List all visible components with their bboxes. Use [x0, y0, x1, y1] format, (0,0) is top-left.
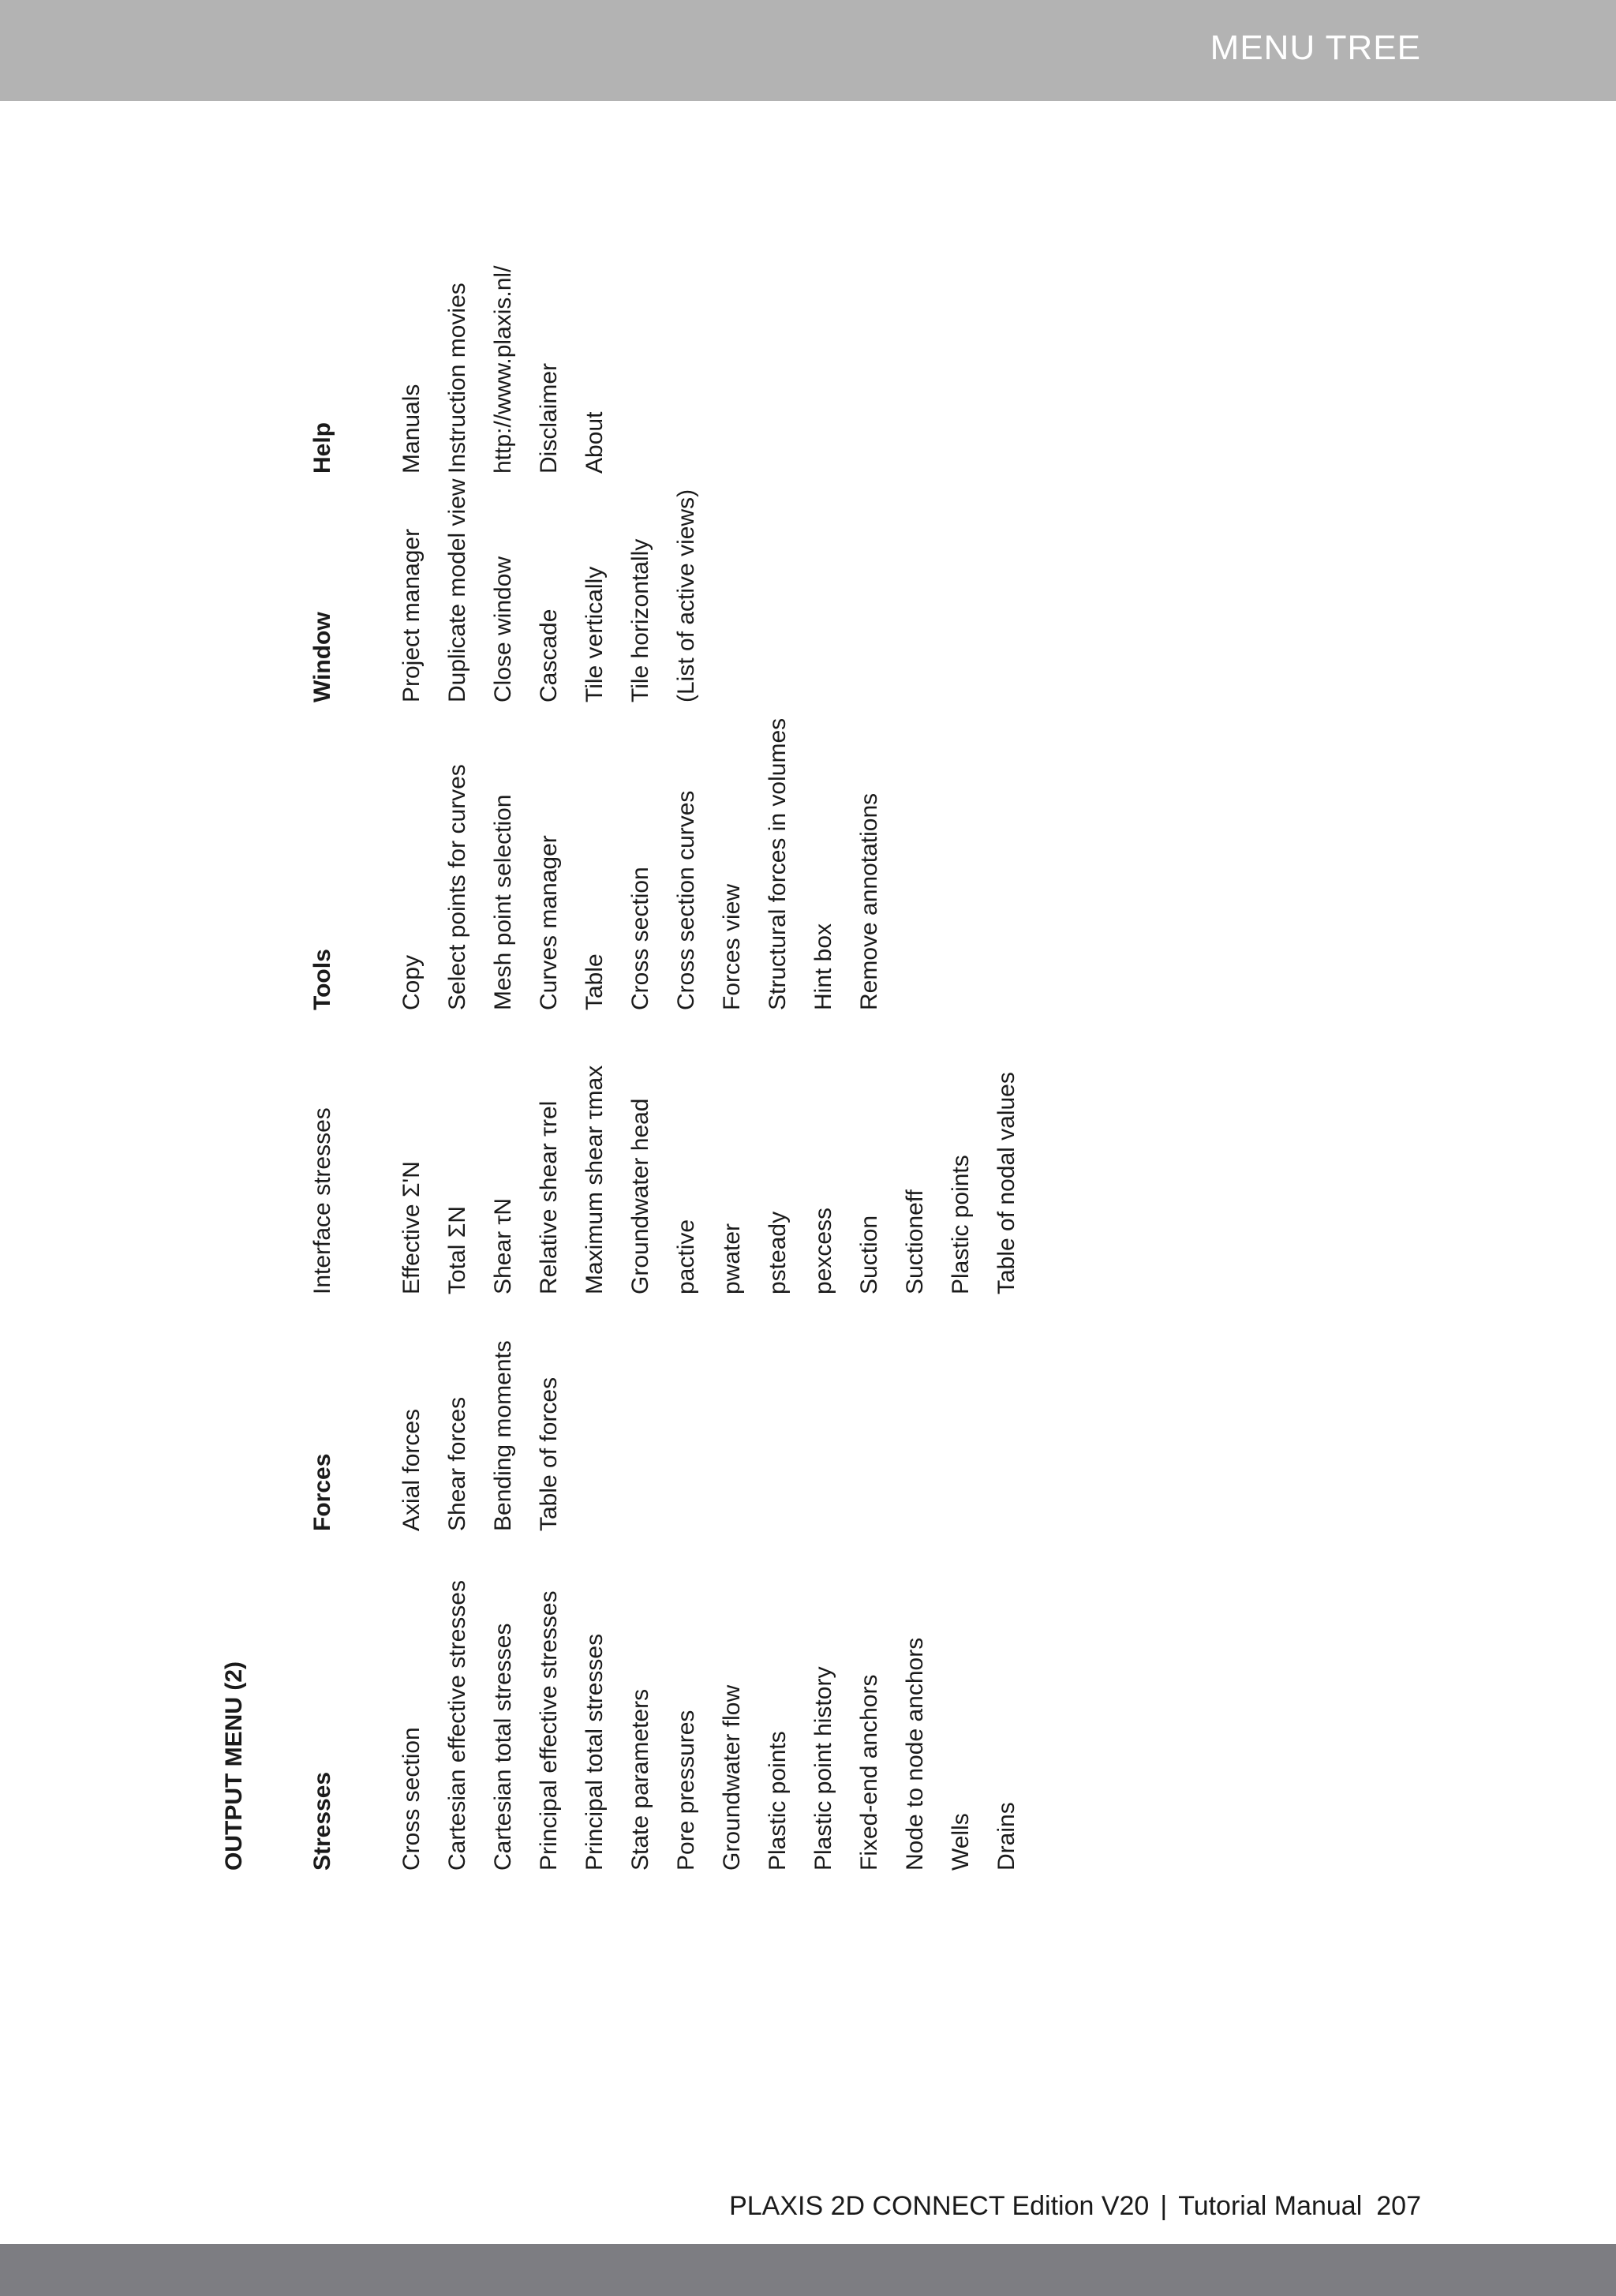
list-item: Total ΣN — [444, 1206, 470, 1294]
footer-text — [729, 2191, 1421, 2222]
list-item: Copy — [398, 954, 425, 1010]
footer-separator: | — [1160, 2191, 1168, 2221]
list-item: Cartesian total stresses — [490, 1623, 516, 1871]
list-item: (List of active views) — [673, 489, 699, 702]
list-item: Hint box — [810, 923, 836, 1010]
list-item: Principal effective stresses — [536, 1590, 562, 1871]
list-item: Cartesian effective stresses — [444, 1580, 470, 1871]
list-item: Relative shear τrel — [536, 1100, 562, 1294]
list-item: Plastic point history — [810, 1666, 836, 1871]
list-item: Fixed-end anchors — [856, 1674, 882, 1871]
list-item: Curves manager — [536, 835, 562, 1010]
footer-product: PLAXIS 2D CONNECT Edition V20 — [729, 2191, 1150, 2221]
rotated-menu-table — [205, 265, 1073, 1918]
list-item: Axial forces — [398, 1408, 425, 1531]
list-item: Plastic points — [765, 1731, 791, 1871]
column-heading: Help — [309, 421, 335, 474]
list-item: Cross section — [627, 867, 653, 1010]
list-item: http://www.plaxis.nl/ — [490, 265, 516, 474]
list-item: Instruction movies — [444, 283, 470, 474]
list-item: Bending moments — [490, 1340, 516, 1531]
list-item: Suctioneff — [902, 1189, 928, 1294]
list-item: Maximum shear τmax — [582, 1065, 608, 1294]
list-item: pwater — [719, 1223, 745, 1294]
list-item: Suction — [856, 1215, 882, 1294]
list-item: Structural forces in volumes — [765, 717, 791, 1010]
list-item: pexcess — [810, 1207, 836, 1294]
list-item: Remove annotations — [856, 792, 882, 1010]
list-item: Disclaimer — [536, 362, 562, 474]
list-item: Cross section — [398, 1727, 425, 1871]
list-item: Effective Σ'N — [398, 1161, 425, 1294]
menu-title: OUTPUT MENU (2) — [221, 1661, 247, 1871]
list-item: Mesh point selection — [490, 794, 516, 1010]
column-heading: Stresses — [309, 1771, 335, 1871]
list-item: Pore pressures — [673, 1710, 699, 1871]
list-item: Wells — [948, 1813, 974, 1871]
list-item: Select points for curves — [444, 764, 470, 1010]
list-item: State parameters — [627, 1688, 653, 1871]
list-item: Forces view — [719, 883, 745, 1010]
list-item: Shear τN — [490, 1198, 516, 1294]
list-item: Table — [582, 953, 608, 1010]
list-item: Groundwater head — [627, 1098, 653, 1294]
header-title: MENU TREE — [1210, 28, 1421, 67]
list-item: Node to node anchors — [902, 1637, 928, 1871]
column-heading: Interface stresses — [309, 1107, 335, 1294]
list-item: Table of nodal values — [993, 1072, 1019, 1294]
list-item: Close window — [490, 556, 516, 702]
page-number: 207 — [1376, 2191, 1421, 2221]
column-heading: Forces — [309, 1453, 335, 1531]
list-item: psteady — [765, 1211, 791, 1294]
list-item: Table of forces — [536, 1376, 562, 1531]
list-item: Project manager — [398, 528, 425, 702]
footer-manual: Tutorial Manual — [1178, 2191, 1363, 2221]
list-item: Cascade — [536, 609, 562, 702]
list-item: Plastic points — [948, 1155, 974, 1294]
column-heading: Window — [309, 612, 335, 702]
list-item: About — [582, 411, 608, 474]
list-item: Duplicate model view — [444, 478, 470, 702]
list-item: Manuals — [398, 384, 425, 474]
list-item: Drains — [993, 1802, 1019, 1871]
list-item: Principal total stresses — [582, 1633, 608, 1871]
list-item: Groundwater flow — [719, 1684, 745, 1871]
list-item: Shear forces — [444, 1396, 470, 1531]
list-item: pactive — [673, 1219, 699, 1294]
list-item: Tile horizontally — [627, 538, 653, 702]
column-heading: Tools — [309, 949, 335, 1010]
list-item: Cross section curves — [673, 790, 699, 1010]
footer-bar — [0, 2244, 1616, 2296]
list-item: Tile vertically — [582, 566, 608, 702]
